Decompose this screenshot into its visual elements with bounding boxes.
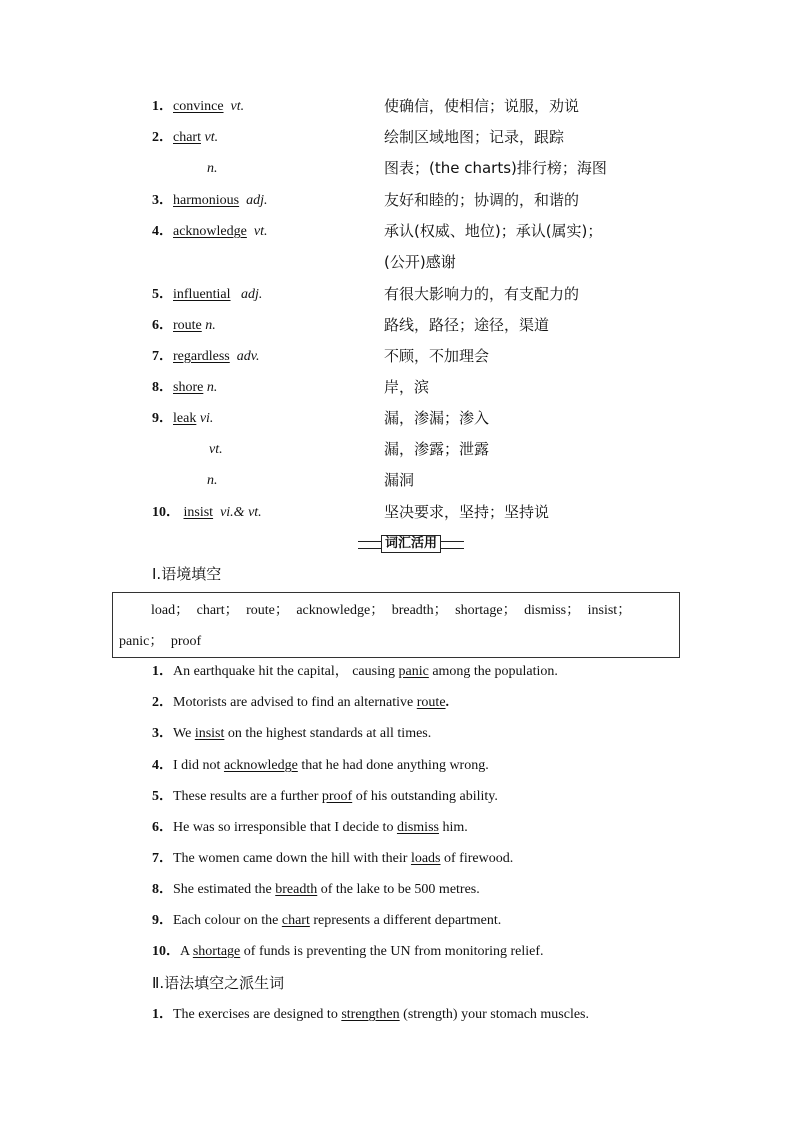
vocab-meaning: 友好和睦的；协调的，和谐的	[384, 191, 580, 209]
vocab-row: 7．regardless adv.	[152, 349, 260, 364]
vocab-row: 2．chart vt.	[152, 130, 219, 145]
vocab-meaning: 漏，渗露；泄露	[384, 440, 490, 458]
vocab-word: leak	[173, 411, 197, 426]
fill-in-item: 4．I did not acknowledge that he had done anything wrong.	[152, 758, 489, 773]
vocab-meaning: 漏洞	[384, 471, 415, 489]
vocab-meaning: 有很大影响力的，有支配力的	[384, 285, 580, 303]
vocab-meaning: 绘制区域地图；记录，跟踪	[384, 128, 565, 146]
word-bank-line: load； chart； route； acknowledge； breadth； shortage； dismiss； insist；	[151, 603, 632, 618]
answer: chart	[281, 913, 310, 928]
vocab-word: shore	[173, 380, 204, 395]
section-banner	[358, 535, 464, 553]
fill-in-item: 10．A shortage of funds is preventing the UN from monitoring relief.	[152, 944, 544, 959]
vocab-row: 1．convince vt.	[152, 99, 245, 114]
vocab-meaning: 岸，滨	[384, 378, 430, 396]
fill-in-item: 2．Motorists are advised to find an alternative route.	[152, 695, 450, 710]
answer: panic	[398, 664, 429, 679]
fill-in-item: 9．Each colour on the chart represents a different department.	[152, 913, 502, 928]
answer: proof	[321, 789, 353, 804]
answer: breadth	[275, 882, 318, 897]
derivative-item: 1．The exercises are designed to strengthen (strength) your stomach muscles.	[152, 1007, 590, 1022]
vocab-word: route	[173, 318, 202, 333]
answer: dismiss	[396, 820, 439, 835]
fill-in-item: 6．He was so irresponsible that I decide to dismiss him.	[152, 820, 468, 835]
fill-in-item: 7．The women came down the hill with their loads of firewood.	[152, 851, 514, 866]
vocab-word: regardless	[173, 349, 230, 364]
answer: route	[416, 695, 446, 710]
vocab-row: 10． insist vi.& vt.	[152, 505, 262, 520]
answer: loads	[410, 851, 441, 866]
vocab-word: insist	[183, 505, 214, 520]
answer: strengthen	[341, 1007, 400, 1022]
vocab-row: 9．leak vi.	[152, 411, 214, 426]
vocab-pos: vt.	[209, 442, 223, 457]
vocab-meaning: 不顾，不加理会	[384, 347, 490, 365]
vocab-word: convince	[173, 99, 224, 114]
vocab-word: acknowledge	[173, 224, 247, 239]
fill-in-item: 8．She estimated the breadth of the lake to be 500 metres.	[152, 882, 480, 897]
section-title: Ⅰ.语境填空	[152, 565, 222, 583]
vocab-meaning: 路线，路径；途径，渠道	[384, 316, 550, 334]
fill-in-item: 3．We insist on the highest standards at all times.	[152, 726, 432, 741]
banner-label: 词汇活用	[381, 535, 441, 553]
fill-in-item: 1．An earthquake hit the capital， causing panic among the population.	[152, 664, 558, 679]
word-bank-box	[112, 592, 680, 658]
vocab-pos: n.	[207, 161, 218, 176]
answer: acknowledge	[223, 758, 298, 773]
word-bank-line: panic； proof	[119, 634, 202, 649]
vocab-row: 8．shore n.	[152, 380, 218, 395]
vocab-row: 4．acknowledge vt.	[152, 224, 268, 239]
vocab-meaning: 坚决要求，坚持；坚持说	[384, 503, 550, 521]
fill-in-item: 5．These results are a further proof of his outstanding ability.	[152, 789, 498, 804]
vocab-word: influential	[173, 287, 231, 302]
section-title: Ⅱ.语法填空之派生词	[152, 974, 285, 992]
vocab-word: chart	[173, 130, 201, 145]
vocab-meaning: (公开)感谢	[384, 253, 456, 271]
vocab-row: 3．harmonious adj.	[152, 193, 268, 208]
answer: insist	[194, 726, 225, 741]
answer: shortage	[192, 944, 241, 959]
vocab-meaning: 图表；(the charts)排行榜；海图	[384, 159, 607, 177]
vocab-meaning: 使确信，使相信；说服，劝说	[384, 97, 580, 115]
vocab-row: 6．route n.	[152, 318, 216, 333]
vocab-word: harmonious	[173, 193, 240, 208]
vocab-meaning: 漏，渗漏；渗入	[384, 409, 490, 427]
vocab-pos: n.	[207, 473, 218, 488]
vocab-row: 5．influential adj.	[152, 287, 263, 302]
vocab-meaning: 承认(权威、地位)；承认(属实)；	[384, 222, 603, 240]
